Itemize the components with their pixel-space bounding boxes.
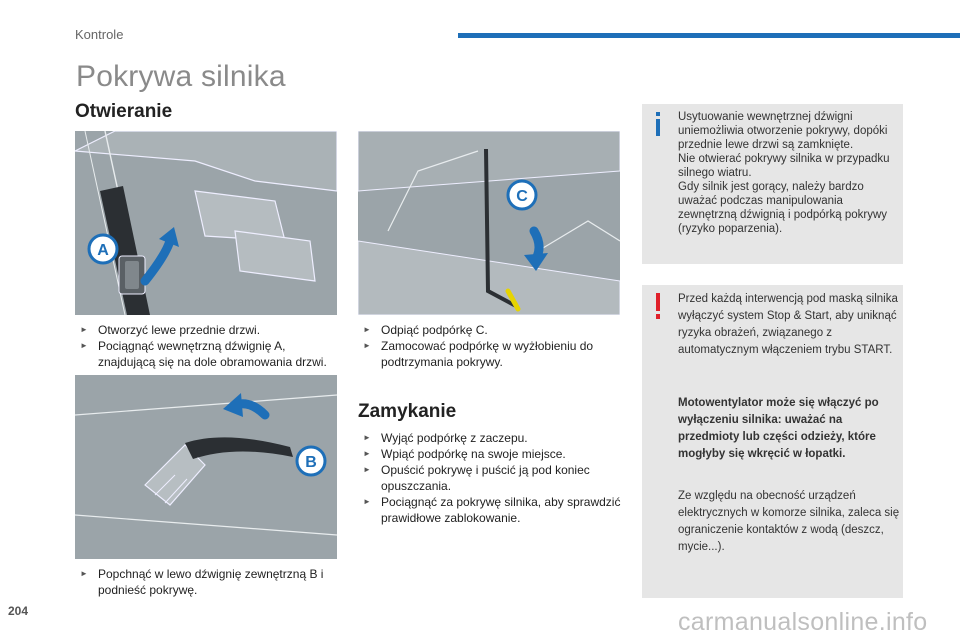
illustration-interior-lever — [75, 131, 337, 315]
list-item: ► Pociągnąć wewnętrzną dźwignię A, znajdującą się na dole obramowania drzwi. — [76, 338, 341, 370]
list-item: ► Otworzyć lewe przednie drzwi. — [76, 322, 341, 338]
info-icon — [650, 112, 666, 136]
section-label: Kontrole — [75, 27, 124, 42]
opening-steps-a — [76, 322, 341, 370]
list-item: ► Wyjąć podpórkę z zaczepu. — [359, 430, 624, 446]
opening-heading: Otwieranie — [75, 101, 173, 122]
illustration-exterior-lever — [75, 375, 337, 559]
info-box — [642, 104, 903, 264]
prop-rod-drawing — [358, 131, 620, 315]
interior-lever-drawing — [75, 131, 337, 315]
list-item: ► Opuścić pokrywę i puścić ją pod koniec opuszczania. — [359, 462, 624, 494]
list-item: ► Odpiąć podpórkę C. — [359, 322, 621, 338]
warning-box — [642, 285, 903, 598]
exterior-lever-drawing — [75, 375, 337, 559]
list-item: ► Wpiąć podpórkę na swoje miejsce. — [359, 446, 624, 462]
closing-steps — [359, 430, 624, 526]
closing-heading: Zamykanie — [358, 401, 457, 422]
opening-steps-c — [359, 322, 621, 370]
label-b: B — [305, 454, 317, 471]
list-item: ► Zamocować podpórkę w wyżłobieniu do podtrzymania pokrywy. — [359, 338, 621, 370]
page-title: Pokrywa silnika — [76, 60, 286, 93]
list-item: ► Popchnąć w lewo dźwignię zewnętrzną B i podnieść pokrywę. — [76, 566, 341, 598]
page-number: 204 — [8, 604, 29, 618]
list-item: ► Pociągnąć za pokrywę silnika, aby sprawdzić prawidłowe zablokowanie. — [359, 494, 624, 526]
watermark: carmanualsonline.info — [678, 608, 928, 636]
warning-text-fan: Motowentylator może się włączyć po wyłączeniu silnika: uważać na przedmioty lub części odzieży, które mogłyby się wkręcić w łopatki. — [678, 397, 879, 460]
warning-text-water: Ze względu na obecność urządzeń elektrycznych w komorze silnika, zaleca się ograniczenie kontaktów z wodą (deszcz, mycie...). — [678, 490, 900, 553]
warning-text-stop-start: Przed każdą interwencją pod maską silnika wyłączyć system Stop & Start, aby uniknąć ryzyka obrażeń, związanego z automatycznym włączeniem trybu START. — [678, 293, 898, 356]
info-text: Usytuowanie wewnętrznej dźwigni uniemożliwia otworzenie pokrywy, dopóki przednie lewe drzwi są zamknięte. Nie otwierać pokrywy silnika w przypadku silnego wiatru. Gdy silnik jest gorący, należy bardzo uważać podczas manipulowania zewnętrzną dźwignią i podpórką pokrywy (ryzyko poparzenia). — [678, 111, 890, 235]
illustration-prop-rod — [358, 131, 620, 315]
label-c: C — [516, 188, 528, 205]
label-a: A — [97, 242, 109, 259]
header-accent-bar — [458, 33, 960, 38]
opening-steps-b — [76, 566, 341, 598]
warning-icon — [652, 293, 664, 319]
